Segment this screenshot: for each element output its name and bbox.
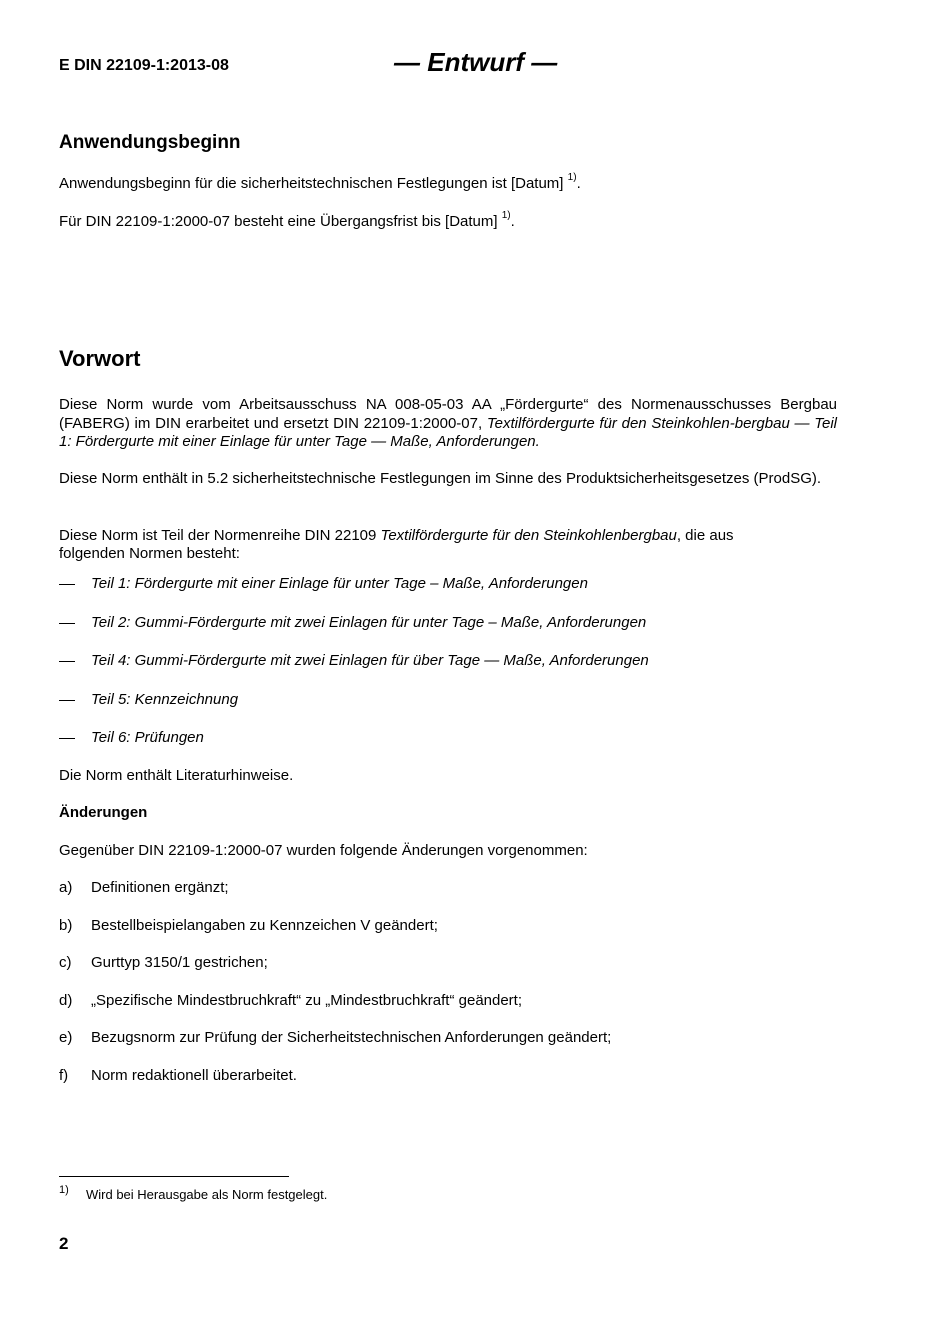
list-label: e) (59, 1029, 73, 1046)
document-id: E DIN 22109-1:2013-08 (59, 57, 229, 74)
dash-bullet (59, 614, 75, 631)
dash-bullet (59, 575, 75, 592)
footnote-ref: 1) (501, 210, 511, 221)
vorwort-paragraph-3-line-2: folgenden Normen besteht: (59, 545, 240, 562)
dash-bullet (59, 729, 75, 746)
list-label: a) (59, 879, 73, 896)
anwendungsbeginn-paragraph-2: Für DIN 22109-1:2000-07 besteht eine Übergangsfrist bis [Datum] $^{1)}$. (59, 210, 515, 230)
series-part-item: Teil 5: Kennzeichnung (91, 691, 239, 708)
list-label: d) (59, 992, 73, 1009)
list-item: Bezugsnorm zur Prüfung der Sicherheitstechnischen Anforderungen geändert; (91, 1029, 612, 1046)
page-number: 2 (59, 1234, 69, 1253)
heading-anwendungsbeginn: Anwendungsbeginn (59, 132, 241, 153)
aenderungen-intro: Gegenüber DIN 22109-1:2000-07 wurden folgende Änderungen vorgenommen: (59, 842, 588, 859)
list-item: Gurttyp 3150/1 gestrichen; (91, 954, 268, 971)
series-part-item: Teil 6: Prüfungen (91, 729, 204, 746)
heading-vorwort: Vorwort (59, 346, 141, 371)
list-item: Norm redaktionell überarbeitet. (91, 1067, 297, 1084)
anwendungsbeginn-paragraph-1: Anwendungsbeginn für die sicherheitstechnischen Festlegungen ist [Datum] $^{1)}$. (59, 172, 581, 192)
footnote-mark: 1) (59, 1184, 69, 1196)
heading-aenderungen: Änderungen (59, 804, 148, 821)
literature-note: Die Norm enthält Literaturhinweise. (59, 767, 294, 784)
footnote-separator (59, 1176, 289, 1177)
series-part-item: Teil 2: Gummi-Fördergurte mit zwei Einlagen für unter Tage – Maße, Anforderungen (91, 614, 647, 631)
list-label: c) (59, 954, 72, 971)
footnote-ref: 1) (567, 172, 577, 183)
dash-bullet (59, 652, 75, 669)
vorwort-paragraph-2: Diese Norm enthält in 5.2 sicherheitstechnische Festlegungen im Sinne des Produktsicherheitsgesetzes (ProdSG). (59, 470, 822, 487)
series-part-item: Teil 1: Fördergurte mit einer Einlage für unter Tage – Maße, Anforderungen (91, 575, 588, 592)
dash-bullet (59, 691, 75, 708)
draft-label: — Entwurf — (394, 47, 558, 77)
list-item: Definitionen ergänzt; (91, 879, 229, 896)
vorwort-paragraph-1: Diese Norm wurde vom Arbeitsausschuss NA 008-05-03 AA „Fördergurte“ des Normenausschusses Bergbau (FABERG) im DIN erarbeitet und ersetzt DIN 22109-1:2000-07, Textilfördergurte für den Steinkohlen-bergbau — Teil 1: Fördergurte mit einer Einlage für unter Tage — Maße, Anforderungen. (59, 396, 838, 450)
list-item: „Spezifische Mindestbruchkraft“ zu „Mindestbruchkraft“ geändert; (91, 992, 523, 1009)
list-label: b) (59, 917, 73, 934)
list-label: f) (59, 1067, 69, 1084)
vorwort-paragraph-3-line-1: Diese Norm ist Teil der Normenreihe DIN 22109 Textilfördergurte für den Steinkohlenbergbau, die aus (59, 527, 734, 544)
footnote-text: Wird bei Herausgabe als Norm festgelegt. (86, 1187, 328, 1202)
list-item: Bestellbeispielangaben zu Kennzeichen V geändert; (91, 917, 438, 934)
series-part-item: Teil 4: Gummi-Fördergurte mit zwei Einlagen für über Tage — Maße, Anforderungen (91, 652, 649, 669)
